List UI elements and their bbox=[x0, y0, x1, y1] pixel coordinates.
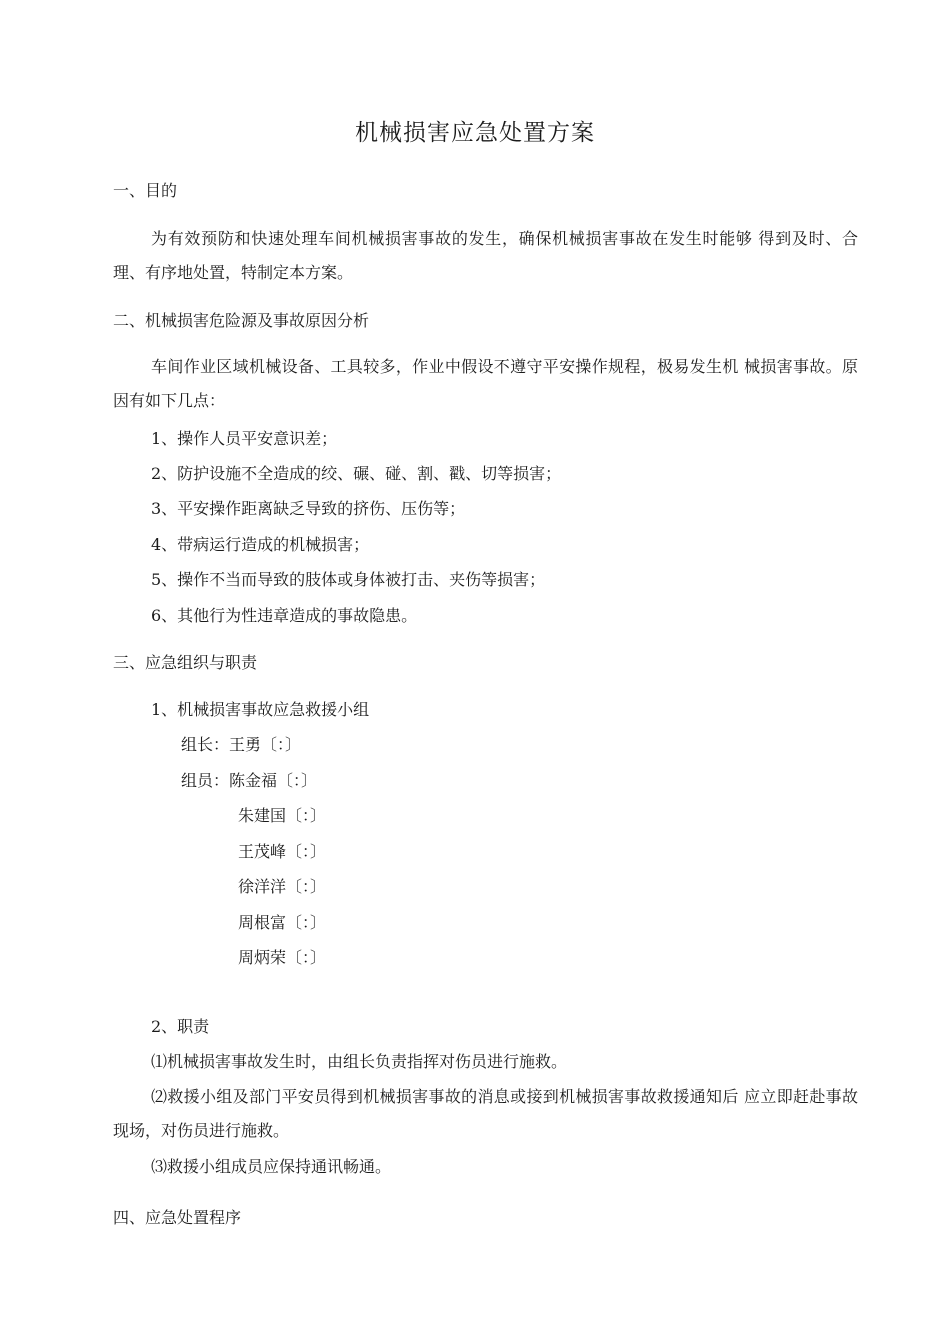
list-item: 5、操作不当而导致的肢体或身体被打击、夹伤等损害； bbox=[151, 570, 546, 589]
rescue-team-title: 1、机械损害事故应急救援小组 bbox=[151, 700, 370, 719]
duties-title: 2、职责 bbox=[151, 1017, 210, 1036]
team-member: 周根富〔：〕 bbox=[238, 913, 327, 932]
list-item: 6、其他行为性违章造成的事故隐患。 bbox=[151, 606, 418, 625]
team-leader: 组长：王勇〔：〕 bbox=[181, 735, 302, 754]
section-2-paragraph: 车间作业区域机械设备、工具较多，作业中假设不遵守平安操作规程，极易发生机 械损害事故。原因有如下几点： bbox=[113, 357, 858, 410]
section-1-heading: 一、目的 bbox=[113, 181, 178, 200]
section-3-heading: 三、应急组织与职责 bbox=[113, 653, 258, 672]
duty-item: ⑵救援小组及部门平安员得到机械损害事故的消息或接到机械损害事故救援通知后 应立即赶赴事故现场，对伤员进行施救。 bbox=[113, 1087, 858, 1140]
team-member: 王茂峰〔：〕 bbox=[238, 842, 327, 861]
section-2-heading: 二、机械损害危险源及事故原因分析 bbox=[113, 311, 370, 330]
list-item: 4、带病运行造成的机械损害； bbox=[151, 535, 370, 554]
document-title: 机械损害应急处置方案 bbox=[355, 120, 595, 146]
team-member: 周炳荣〔：〕 bbox=[238, 948, 327, 967]
list-item: 2、防护设施不全造成的绞、碾、碰、割、戳、切等损害； bbox=[151, 464, 562, 483]
team-member: 朱建国〔：〕 bbox=[238, 806, 327, 825]
list-item: 3、平安操作距离缺乏导致的挤伤、压伤等； bbox=[151, 499, 466, 518]
section-1-paragraph: 为有效预防和快速处理车间机械损害事故的发生，确保机械损害事故在发生时能够 得到及时、合理、有序地处置，特制定本方案。 bbox=[113, 229, 858, 282]
duty-item: ⑶救援小组成员应保持通讯畅通。 bbox=[151, 1157, 392, 1176]
list-item: 1、操作人员平安意识差； bbox=[151, 429, 338, 448]
duty-item: ⑴机械损害事故发生时，由组长负责指挥对伤员进行施救。 bbox=[151, 1052, 568, 1071]
team-member: 徐洋洋〔：〕 bbox=[238, 877, 327, 896]
section-4-heading: 四、应急处置程序 bbox=[113, 1208, 242, 1227]
team-member: 组员：陈金福〔：〕 bbox=[181, 771, 318, 790]
